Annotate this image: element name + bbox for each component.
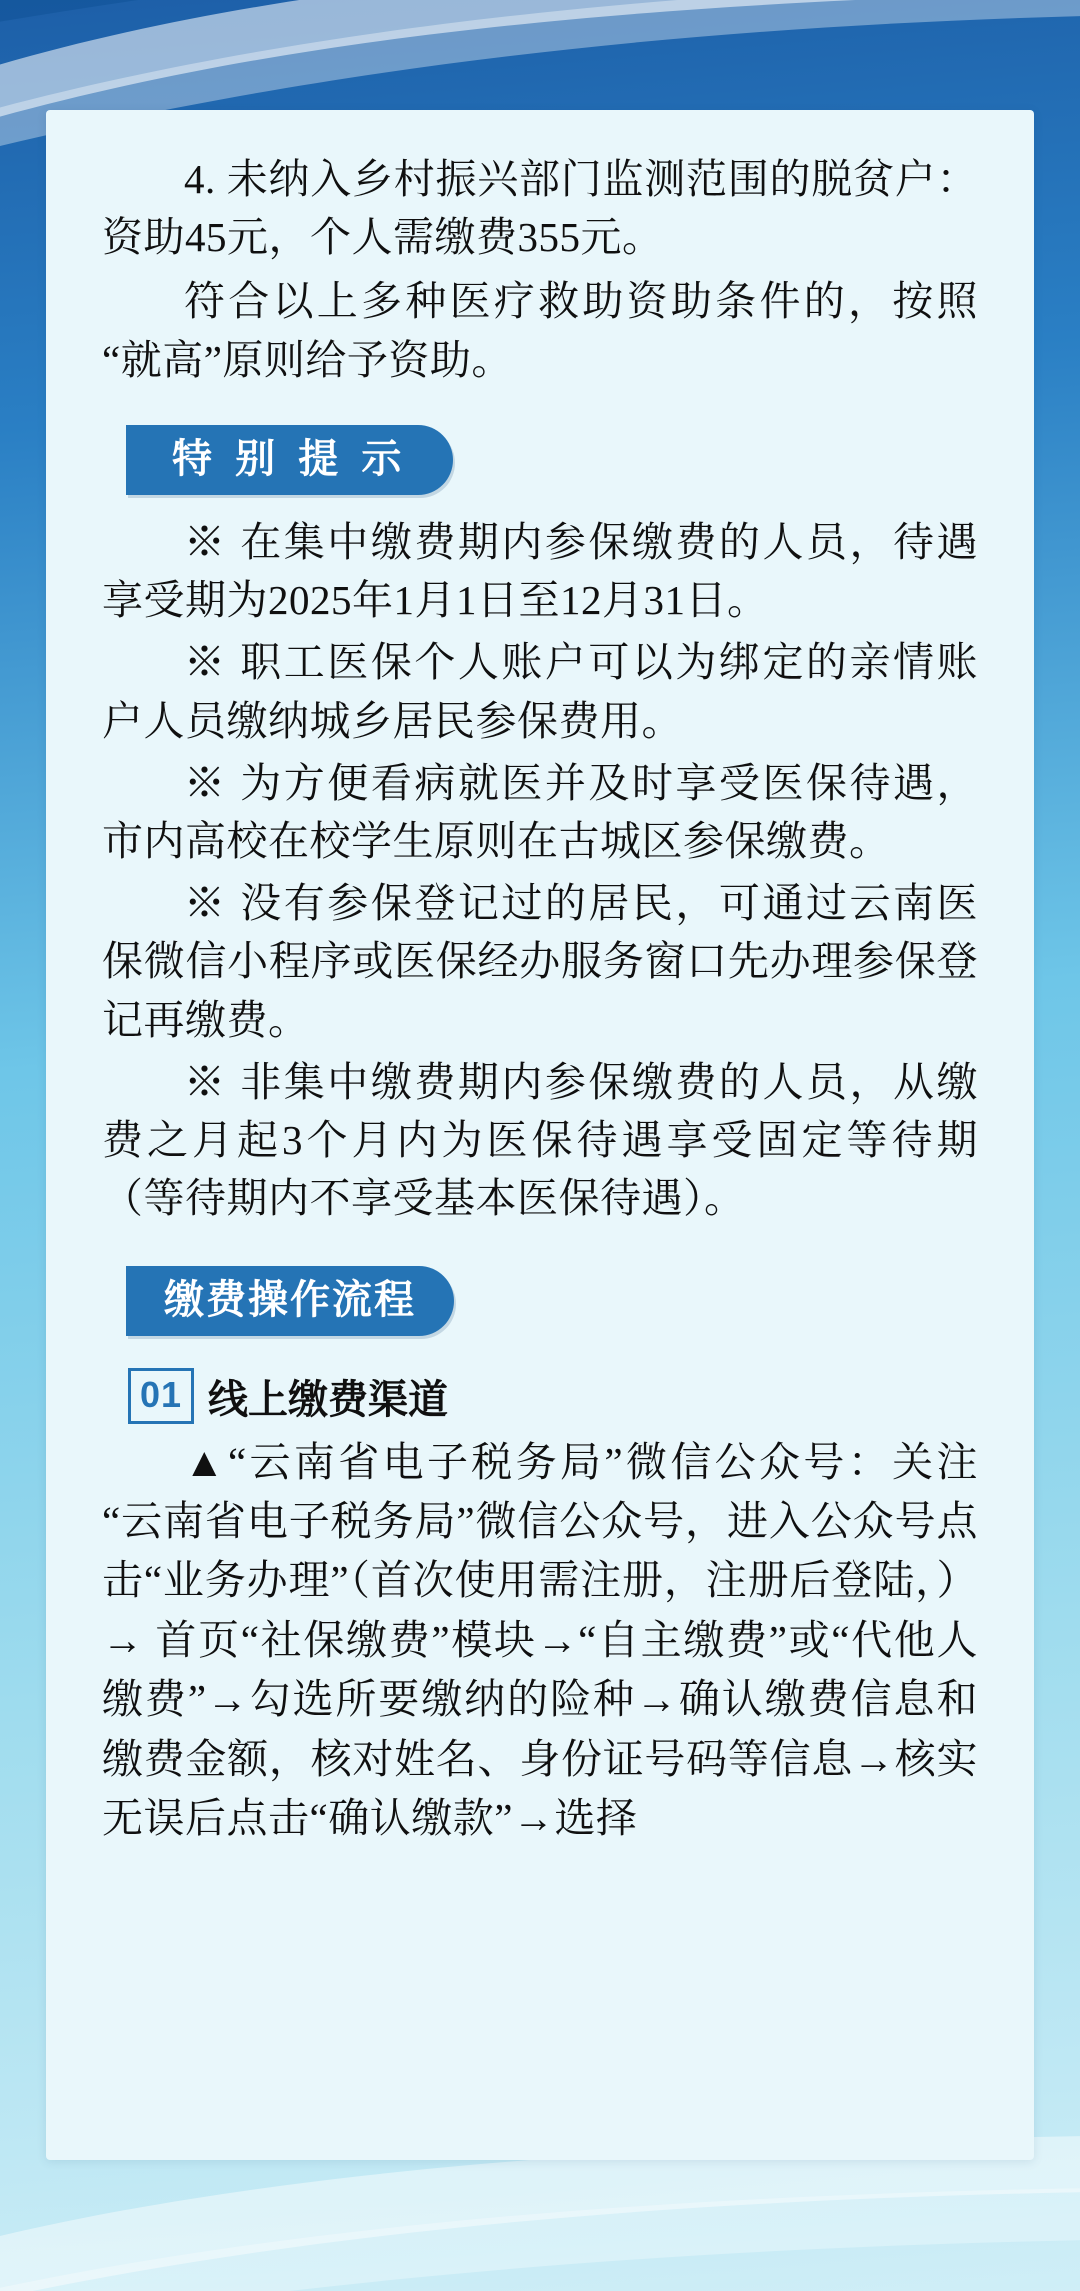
notice-item-2: ※ 职工医保个人账户可以为绑定的亲情账户人员缴纳城乡居民参保费用。 [102,639,978,744]
body-paragraph-2: 符合以上多种医疗救助资助条件的，按照“就高”原则给予资助。 [102,278,978,383]
section-heading-special-notice: 特 别 提 示 [126,425,453,495]
notice-item-5: ※ 非集中缴费期内参保缴费的人员，从缴费之月起3个月内为医保待遇享受固定等待期（等待期内不享受基本医保待遇）。 [102,1058,978,1222]
body-paragraph-1: 4. 未纳入乡村振兴部门监测范围的脱贫户：资助45元，个人需缴费355元。 [102,156,978,261]
notice-item-4: ※ 没有参保登记过的居民，可通过云南医保微信小程序或医保经办服务窗口先办理参保登记再缴费。 [102,880,978,1043]
notice-item-1: ※ 在集中缴费期内参保缴费的人员，待遇享受期为2025年1月1日至12月31日。 [102,518,978,624]
step-number-badge: 01 [128,1368,194,1424]
payment-flow-paragraph: ▲“云南省电子税务局”微信公众号：关注“云南省电子税务局”微信公众号，进入公众号点击“业务办理”（首次使用需注册，注册后登陆，）→ 首页“社保缴费”模块→“自主缴费”或“代他人缴费”→勾选所要缴纳的险种→确认缴费信息和缴费金额，核对姓名、身份证号码等信息→核实无误后点击“确认缴款”→选择 [102,1438,978,1842]
content-card [46,110,1034,2160]
section-heading-payment-process: 缴费操作流程 [126,1266,454,1336]
notice-item-3: ※ 为方便看病就医并及时享受医保待遇，市内高校在校学生原则在古城区参保缴费。 [102,759,978,864]
step-header-online-channel [128,1368,978,1425]
step-title-label: 线上缴费渠道 [208,1376,449,1422]
